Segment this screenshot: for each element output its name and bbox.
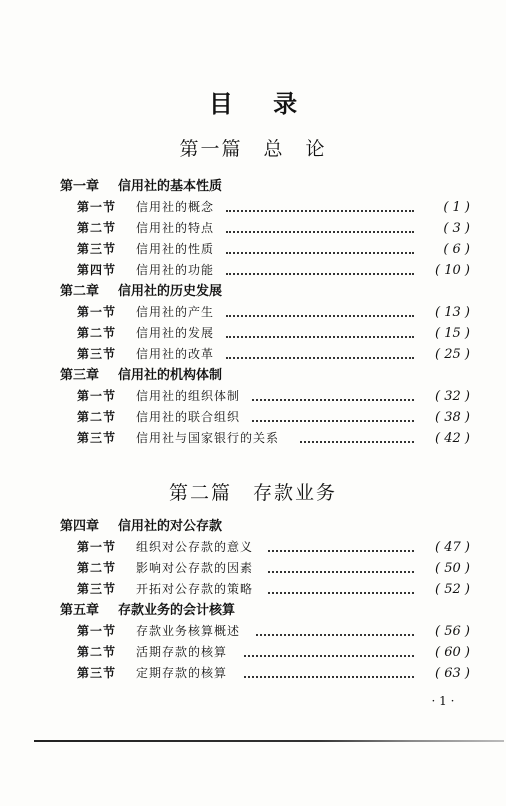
dot-leader	[226, 210, 414, 212]
section-title: 组织对公存款的意义	[136, 540, 254, 554]
dot-leader	[268, 550, 414, 552]
section-title: 信用社的改革	[136, 347, 215, 361]
toc-entry[interactable]	[0, 407, 506, 428]
dot-leader	[252, 420, 414, 422]
page-number: ( 52 )	[435, 582, 470, 597]
part-title: 第一篇 总 论	[179, 138, 327, 160]
chapter-heading[interactable]	[0, 365, 506, 386]
toc-entry[interactable]	[0, 218, 506, 239]
chapter-number: 第一章	[60, 179, 100, 194]
section-title: 开拓对公存款的策略	[136, 582, 254, 596]
section-number: 第一节	[77, 624, 117, 638]
toc-entry[interactable]	[0, 302, 506, 323]
chapter-title: 存款业务的会计核算	[118, 603, 236, 618]
page-number: ( 47 )	[435, 540, 470, 555]
dot-leader	[300, 441, 414, 443]
dot-leader	[226, 357, 414, 359]
chapter-title: 信用社的对公存款	[118, 519, 223, 534]
chapter-title: 信用社的历史发展	[118, 284, 223, 299]
section-number: 第三节	[77, 582, 117, 596]
page-number: ( 42 )	[435, 431, 470, 446]
page-number: ( 25 )	[435, 347, 470, 362]
section-number: 第一节	[77, 305, 117, 319]
chapter-title: 信用社的基本性质	[118, 179, 223, 194]
section-title: 存款业务核算概述	[136, 624, 241, 638]
chapter-number: 第五章	[60, 603, 100, 618]
dot-leader	[244, 655, 414, 657]
dot-leader	[226, 231, 414, 233]
page-number: ( 32 )	[435, 389, 470, 404]
section-number: 第三节	[77, 347, 117, 361]
section-title: 信用社的组织体制	[136, 389, 241, 403]
section-number: 第二节	[77, 326, 117, 340]
section-title: 影响对公存款的因素	[136, 561, 254, 575]
page-number: ( 6 )	[443, 242, 470, 257]
chapter-heading[interactable]	[0, 600, 506, 621]
section-number: 第二节	[77, 410, 117, 424]
page-title: 目 录	[208, 90, 314, 118]
chapter-heading[interactable]	[0, 176, 506, 197]
section-title: 信用社的联合组织	[136, 410, 241, 424]
section-number: 第二节	[77, 221, 117, 235]
section-number: 第三节	[77, 431, 117, 445]
part-1-list	[0, 176, 506, 449]
page-number: ( 10 )	[435, 263, 470, 278]
toc-entry[interactable]	[0, 386, 506, 407]
toc-entry[interactable]	[0, 239, 506, 260]
section-number: 第三节	[77, 242, 117, 256]
page-number: ( 38 )	[435, 410, 470, 425]
section-title: 信用社的性质	[136, 242, 215, 256]
toc-entry[interactable]	[0, 428, 506, 449]
toc-entry[interactable]	[0, 197, 506, 218]
page-number: ( 1 )	[443, 200, 470, 215]
section-number: 第四节	[77, 263, 117, 277]
page-number: ( 63 )	[435, 666, 470, 681]
page-number: ( 3 )	[443, 221, 470, 236]
section-title: 活期存款的核算	[136, 645, 228, 659]
toc-entry[interactable]	[0, 579, 506, 600]
dot-leader	[268, 571, 414, 573]
toc-entry[interactable]	[0, 663, 506, 684]
chapter-number: 第三章	[60, 368, 100, 383]
toc-entry[interactable]	[0, 558, 506, 579]
dot-leader	[268, 592, 414, 594]
part-title: 第二篇 存款业务	[168, 482, 337, 504]
toc-entry[interactable]	[0, 537, 506, 558]
chapter-heading[interactable]	[0, 281, 506, 302]
section-title: 信用社的产生	[136, 305, 215, 319]
page-folio: · 1 ·	[431, 694, 455, 708]
dot-leader	[226, 252, 414, 254]
section-title: 信用社的发展	[136, 326, 215, 340]
section-number: 第二节	[77, 645, 117, 659]
section-title: 信用社的概念	[136, 200, 215, 214]
section-number: 第一节	[77, 200, 117, 214]
section-number: 第一节	[77, 389, 117, 403]
dot-leader	[256, 634, 414, 636]
toc-entry[interactable]	[0, 642, 506, 663]
section-number: 第一节	[77, 540, 117, 554]
toc-entry[interactable]	[0, 260, 506, 281]
chapter-number: 第四章	[60, 519, 100, 534]
page-number: ( 60 )	[435, 645, 470, 660]
section-number: 第二节	[77, 561, 117, 575]
section-number: 第三节	[77, 666, 117, 680]
dot-leader	[252, 399, 414, 401]
chapter-heading[interactable]	[0, 516, 506, 537]
dot-leader	[226, 336, 414, 338]
part-2-list	[0, 516, 506, 684]
toc-entry[interactable]	[0, 344, 506, 365]
toc-entry[interactable]	[0, 621, 506, 642]
section-title: 信用社的特点	[136, 221, 215, 235]
page-number: ( 13 )	[435, 305, 470, 320]
section-title: 信用社的功能	[136, 263, 215, 277]
chapter-title: 信用社的机构体制	[118, 368, 223, 383]
page-number: ( 15 )	[435, 326, 470, 341]
toc-entry[interactable]	[0, 323, 506, 344]
dot-leader	[226, 273, 414, 275]
section-title: 定期存款的核算	[136, 666, 228, 680]
page-number: ( 50 )	[435, 561, 470, 576]
page-number: ( 56 )	[435, 624, 470, 639]
bottom-rule	[34, 740, 504, 742]
dot-leader	[244, 676, 414, 678]
chapter-number: 第二章	[60, 284, 100, 299]
dot-leader	[226, 315, 414, 317]
section-title: 信用社与国家银行的关系	[136, 431, 280, 445]
